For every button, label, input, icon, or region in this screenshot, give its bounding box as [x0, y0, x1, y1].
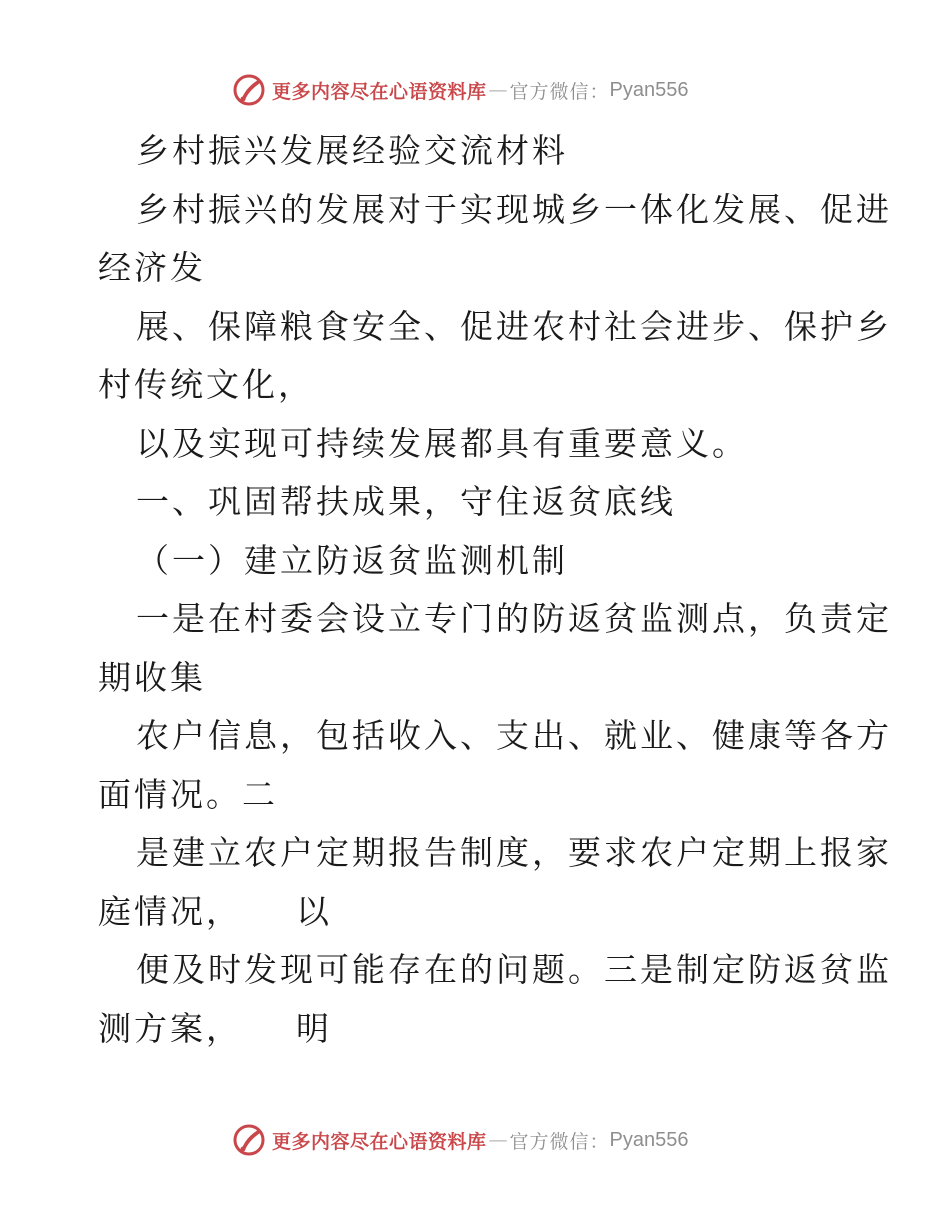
document-body — [98, 122, 892, 1058]
paragraph-line: 是建立农户定期报告制度，要求农户定期上报家 — [136, 833, 892, 872]
section-heading: 一、巩固帮扶成果，守住返贫底线 — [136, 482, 676, 521]
paragraph-line: 经济发 — [98, 248, 206, 287]
paragraph-line: 农户信息，包括收入、支出、就业、健康等各方 — [136, 716, 892, 755]
paragraph-line: 乡村振兴的发展对于实现城乡一体化发展、促进 — [136, 189, 892, 229]
banner-wechat-label: 官方微信： — [509, 80, 610, 103]
banner-wechat-id: Pyan556 — [609, 1128, 689, 1151]
banner-slogan: 更多内容尽在心语资料库 — [272, 80, 487, 103]
banner-dash: — — [488, 1129, 508, 1151]
paragraph-line: 一是在村委会设立专门的防返贫监测点，负责定 — [136, 599, 892, 638]
paragraph-line: 测方案， 明 — [98, 1008, 332, 1048]
paragraph-line: 庭情况， 以 — [98, 891, 332, 931]
paragraph-line: 期收集 — [98, 657, 206, 697]
subsection-heading: （一）建立防返贫监测机制 — [136, 540, 568, 580]
banner-dash: — — [488, 79, 508, 101]
brush-pen-logo-icon — [232, 73, 266, 107]
paragraph-line: 便及时发现可能存在的问题。三是制定防返贫监 — [136, 950, 892, 989]
paragraph-line: 以及实现可持续发展都具有重要意义。 — [136, 423, 748, 463]
paragraph-line: 村传统文化， — [98, 365, 314, 404]
footer-watermark-banner — [232, 1120, 689, 1160]
document-title: 乡村振兴发展经验交流材料 — [136, 131, 568, 170]
banner-wechat-label: 官方微信： — [509, 1130, 610, 1153]
paragraph-line: 展、保障粮食安全、促进农村社会进步、保护乡 — [136, 306, 892, 346]
header-watermark-banner — [232, 70, 689, 110]
banner-slogan: 更多内容尽在心语资料库 — [272, 1130, 487, 1153]
brush-pen-logo-icon — [232, 1123, 266, 1157]
paragraph-line: 面情况。二 — [98, 774, 278, 814]
banner-wechat-id: Pyan556 — [609, 78, 689, 101]
